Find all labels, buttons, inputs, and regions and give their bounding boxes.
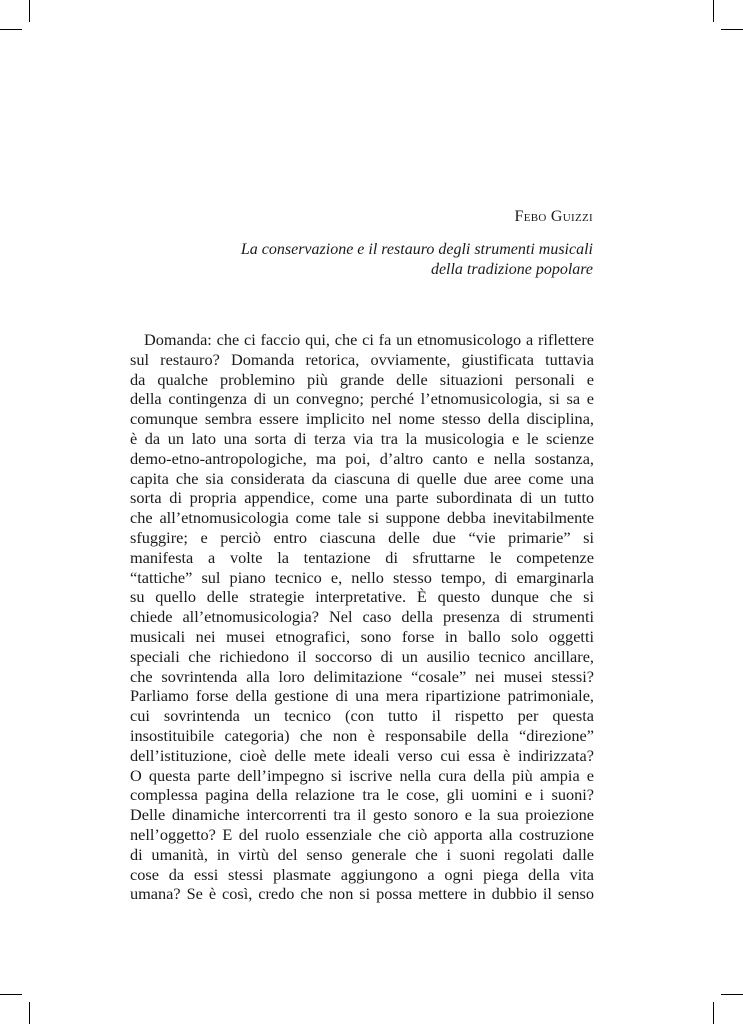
text-line: dell’istituzione, cioè delle mete ideali verso cui essa è indirizzata? xyxy=(130,745,594,765)
text-line: sul restauro? Domanda retorica, ovviamente, giustificata tuttavia xyxy=(130,349,594,369)
text-line: capita che sia considerata da ciascuna di quelle due aree come una xyxy=(130,468,594,488)
text-line: sfuggire; e perciò entro ciascuna delle due “vie primarie” si xyxy=(130,527,594,547)
crop-mark-bottom-left xyxy=(29,1002,30,1024)
text-line: chiede all’etnomusicologia? Nel caso della presenza di strumenti xyxy=(130,607,594,627)
text-line: cui sovrintenda un tecnico (con tutto il rispetto per questa xyxy=(130,706,594,726)
text-line: Domanda: che ci faccio qui, che ci fa un etnomusicologo a riflettere xyxy=(144,330,594,349)
text-line: comunque sembra essere implicito nel nome stesso della disciplina, xyxy=(130,409,594,429)
text-line: complessa pagina della relazione tra le cose, gli uomini e i suoni? xyxy=(130,785,594,805)
text-line: umana? Se è così, credo che non si possa mettere in dubbio il senso xyxy=(130,884,594,904)
text-line: insostituibile categoria) che non è responsabile della “direzione” xyxy=(130,725,594,745)
author-name: Febo Guizzi xyxy=(514,208,593,225)
text-line: è da un lato una sorta di terza via tra la musicologia e le scienze xyxy=(130,428,594,448)
text-line: Delle dinamiche intercorrenti tra il gesto sonoro e la sua proiezione xyxy=(130,805,594,825)
crop-mark-top-right xyxy=(713,0,714,22)
text-line: O questa parte dell’impegno si iscrive nella cura della più ampia e xyxy=(130,765,594,785)
text-line: di umanità, in virtù del senso generale che i suoni regolati dalle xyxy=(130,844,594,864)
text-line: che sovrintenda alla loro delimitazione “cosale” nei musei stessi? xyxy=(130,666,594,686)
crop-mark-top-right-h xyxy=(721,29,743,30)
text-line: manifesta a volte la tentazione di sfruttarne le competenze xyxy=(130,547,594,567)
crop-mark-bottom-right xyxy=(713,1002,714,1024)
text-line: “tattiche” sul piano tecnico e, nello stesso tempo, di emarginarla xyxy=(130,567,594,587)
article-title xyxy=(173,240,593,280)
text-line: cose da essi stessi plasmate aggiungono a ogni piega della vita xyxy=(130,864,594,884)
article-title-line: della tradizione popolare xyxy=(430,261,593,278)
text-line: musicali nei musei etnografici, sono forse in ballo solo oggetti xyxy=(130,626,594,646)
crop-mark-bottom-left-h xyxy=(0,994,22,995)
text-line: speciali che richiedono il soccorso di un ausilio tecnico ancillare, xyxy=(130,646,594,666)
text-line: sorta di propria appendice, come una parte subordinata di un tutto xyxy=(130,488,594,508)
text-line: su quello delle strategie interpretative. È questo dunque che si xyxy=(130,587,594,607)
text-line: che all’etnomusicologia come tale si suppone debba inevitabilmente xyxy=(130,508,594,528)
text-line: della contingenza di un convegno; perché l’etnomusicologia, si sa e xyxy=(130,389,594,409)
crop-mark-top-left xyxy=(29,0,30,22)
crop-mark-top-left-h xyxy=(0,29,22,30)
article-title-line: La conservazione e il restauro degli strumenti musicali xyxy=(240,241,593,258)
body-paragraph xyxy=(130,330,594,904)
text-line: demo-etno-antropologiche, ma poi, d’altro canto e nella sostanza, xyxy=(130,448,594,468)
text-line: Parliamo forse della gestione di una mera ripartizione patrimoniale, xyxy=(130,686,594,706)
text-line: nell’oggetto? E del ruolo essenziale che ciò apporta alla costruzione xyxy=(130,824,594,844)
crop-mark-bottom-right-h xyxy=(721,994,743,995)
text-line: da qualche problemino più grande delle situazioni personali e xyxy=(130,369,594,389)
